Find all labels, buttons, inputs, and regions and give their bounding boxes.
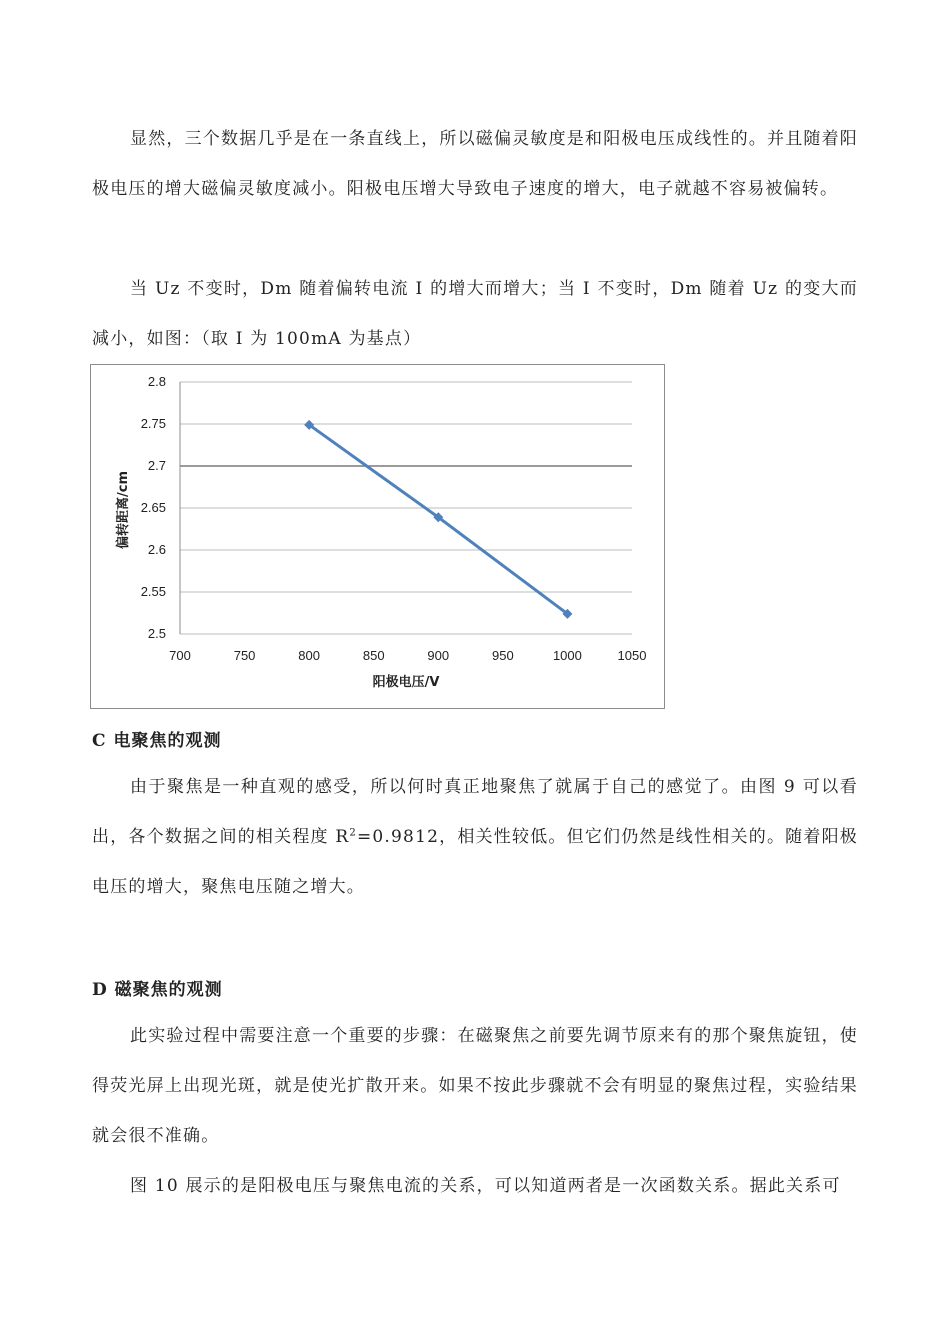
- paragraph-electric-focus-part1: 由于聚焦是一种直观的感受，所以何时真正地聚焦了就属于自己的感觉了。由图 9 可以看出，各个数据之间的相关程度 R: [92, 777, 858, 847]
- paragraph-dm-relation: 当 Uz 不变时，Dm 随着偏转电流 I 的增大而增大；当 I 不变时，Dm 随着 Uz 的变大而减小，如图：（取 I 为 100mA 为基点）: [92, 279, 858, 349]
- y-tick-label: 2.6: [147, 542, 166, 557]
- y-tick-label: 2.55: [140, 584, 166, 599]
- paragraph-electric-focus-part2: =0.9812，相关性较低。但它们仍然是线性相关的。随着阳极电压的增大，聚焦电压随之增大。: [92, 827, 859, 897]
- x-tick-label: 750: [233, 648, 256, 663]
- deflection-chart: [90, 364, 665, 709]
- y-tick-label: 2.5: [147, 626, 166, 641]
- chart-canvas: [91, 365, 666, 710]
- x-tick-label: 800: [298, 648, 320, 663]
- r-squared-superscript: 2: [349, 827, 357, 839]
- y-tick-label: 2.7: [147, 458, 166, 473]
- x-tick-label: 850: [362, 648, 385, 663]
- paragraph-magnetic-focus: 此实验过程中需要注意一个重要的步骤：在磁聚焦之前要先调节原来有的那个聚焦旋钮，使得荧光屏上出现光斑，就是使光扩散开来。如果不按此步骤就不会有明显的聚焦过程，实验结果就会很不准确。: [92, 1026, 858, 1146]
- y-tick-label: 2.75: [140, 416, 166, 431]
- paragraph-linearity: 显然，三个数据几乎是在一条直线上，所以磁偏灵敏度是和阳极电压成线性的。并且随着阳极电压的增大磁偏灵敏度减小。阳极电压增大导致电子速度的增大，电子就越不容易被偏转。: [92, 129, 858, 199]
- y-tick-label: 2.8: [147, 374, 166, 389]
- x-axis-title: 阳极电压/V: [372, 675, 440, 690]
- section-heading-c: C 电聚焦的观测: [92, 731, 222, 751]
- section-heading-d: D 磁聚焦的观测: [92, 980, 223, 1000]
- x-tick-label: 900: [427, 648, 450, 663]
- paragraph-electric-focus: [92, 762, 858, 912]
- paragraph-figure10: 图 10 展示的是阳极电压与聚焦电流的关系，可以知道两者是一次函数关系。据此关系可: [130, 1176, 841, 1196]
- y-axis-title: 偏转距离/cm: [116, 470, 131, 550]
- y-tick-label: 2.65: [140, 500, 166, 515]
- x-tick-label: 950: [492, 648, 514, 663]
- x-tick-label: 1050: [617, 648, 647, 663]
- x-tick-label: 700: [169, 648, 191, 663]
- x-tick-label: 1000: [552, 648, 582, 663]
